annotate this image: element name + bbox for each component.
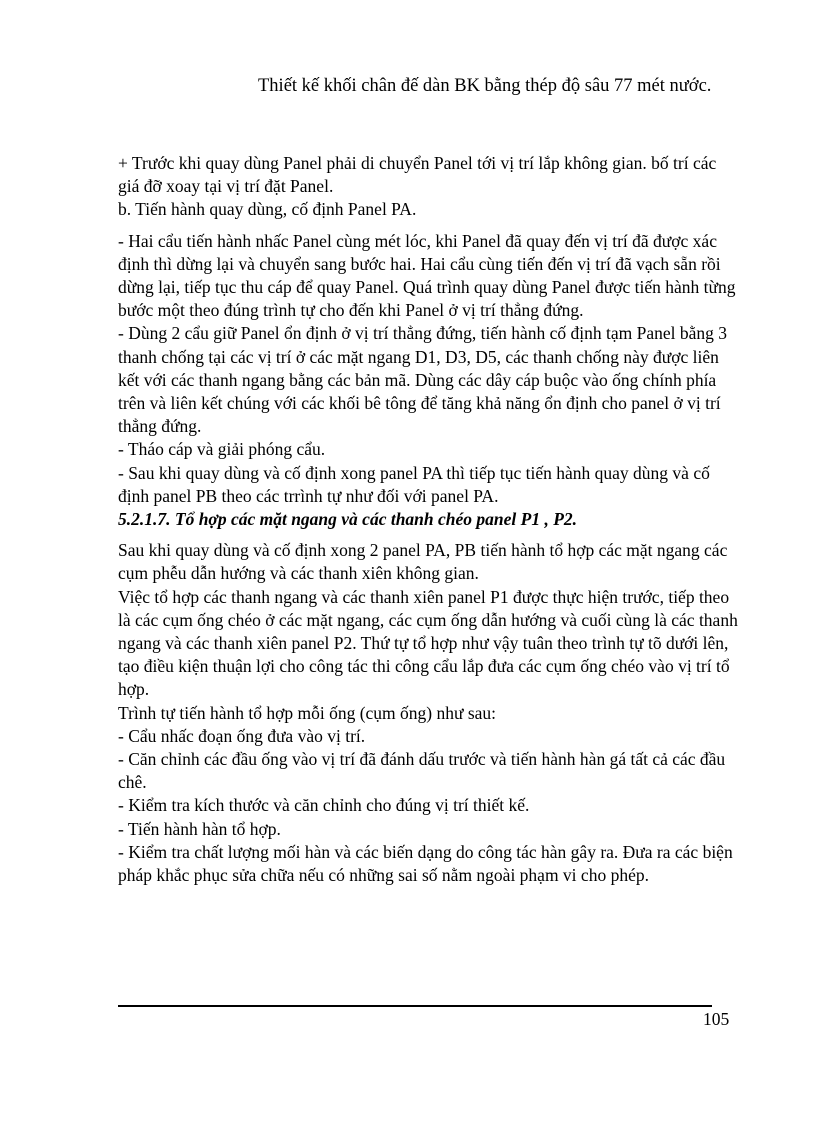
paragraph-release-crane: - Tháo cáp và giải phóng cẩu.: [118, 439, 326, 460]
paragraph-assembly-order: Việc tổ hợp các thanh ngang và các thanh xiên panel P1 được thực hiện trước, tiếp theo là các cụm ống chéo ở các mặt ngang, các cụm ống dẫn hướng và cuối cùng là các thanh ngang và các thanh xiên panel P2. Thứ tự tổ hợp như vậy tuân theo trình tự tõ dưới lên, tạo điều kiện thuận lợi cho công tác thi công cẩu lắp đưa các cụm ống chéo vào vị trí tổ hợp.: [118, 586, 738, 700]
list-item-align-ends: - Căn chỉnh các đầu ống vào vị trí đã đánh dấu trước và tiến hành hàn gá tất cả các đầu chê.: [118, 749, 726, 793]
paragraph-hold-panel: - Dùng 2 cẩu giữ Panel ổn định ở vị trí thẳng đứng, tiến hành cố định tạm Panel bằng 3 thanh chống tại các vị trí ở các mặt ngang D1, D3, D5, các thanh chống này được liên kết với các thanh ngang bằng các bản mã. Dùng các dây cáp buộc vào ống chính phía trên và liên kết chúng với các khối bê tông để tăng khả năng ổn định cho panel ở vị trí thẳng đứng.: [118, 323, 728, 437]
document-body: [118, 152, 738, 887]
paragraph-subheading-b: b. Tiến hành quay dùng, cố định Panel PA.: [118, 199, 417, 220]
paragraph-assembly-intro: Sau khi quay dùng và cố định xong 2 panel PA, PB tiến hành tổ hợp các mặt ngang các cụm phễu dẫn hướng và các thanh xiên không gian.: [118, 540, 728, 584]
list-item-weld: - Tiến hành hàn tổ hợp.: [118, 818, 281, 839]
footer-divider: [118, 1005, 712, 1007]
list-item-inspect-welds: - Kiểm tra chất lượng mối hàn và các biến dạng do công tác hàn gây ra. Đưa ra các biện pháp khắc phục sửa chữa nếu có những sai số nằm ngoài phạm vi cho phép.: [118, 841, 733, 886]
list-item-check-dimensions: - Kiểm tra kích thước và căn chỉnh cho đúng vị trí thiết kế.: [118, 795, 530, 816]
paragraph-procedure-intro: Trình tự tiến hành tổ hợp mỗi ống (cụm ống) như sau:: [118, 702, 497, 723]
paragraph-crane-lift: - Hai cẩu tiến hành nhấc Panel cùng mét lóc, khi Panel đã quay đến vị trí đã được xác định thì dừng lại và chuyển sang bước hai. Hai cẩu cùng tiến đến vị trí đã vạch sẵn rồi dừng lại, tiếp tục thu cáp để quay Panel. Quá trình quay dùng Panel được tiến hành từng bước một theo đúng trình tự cho đến khi Panel ở vị trí thẳng đứng.: [118, 230, 736, 321]
page-number: 105: [703, 1009, 730, 1029]
list-item-lift-pipe: - Cẩu nhấc đoạn ống đưa vào vị trí.: [118, 725, 366, 746]
paragraph-panel-pb: - Sau khi quay dùng và cố định xong panel PA thì tiếp tục tiến hành quay dùng và cố định panel PB theo các trrình tự như đối với panel PA.: [118, 462, 710, 506]
running-header: Thiết kế khối chân đế dàn BK bằng thép độ sâu 77 mét nước.: [258, 76, 712, 96]
section-heading-5-2-1-7: 5.2.1.7. Tổ hợp các mặt ngang và các thanh chéo panel P1 , P2.: [118, 509, 578, 530]
paragraph-move-panel: + Trước khi quay dùng Panel phải di chuyển Panel tới vị trí lắp không gian. bố trí các giá đỡ xoay tại vị trí đặt Panel.: [118, 153, 717, 197]
